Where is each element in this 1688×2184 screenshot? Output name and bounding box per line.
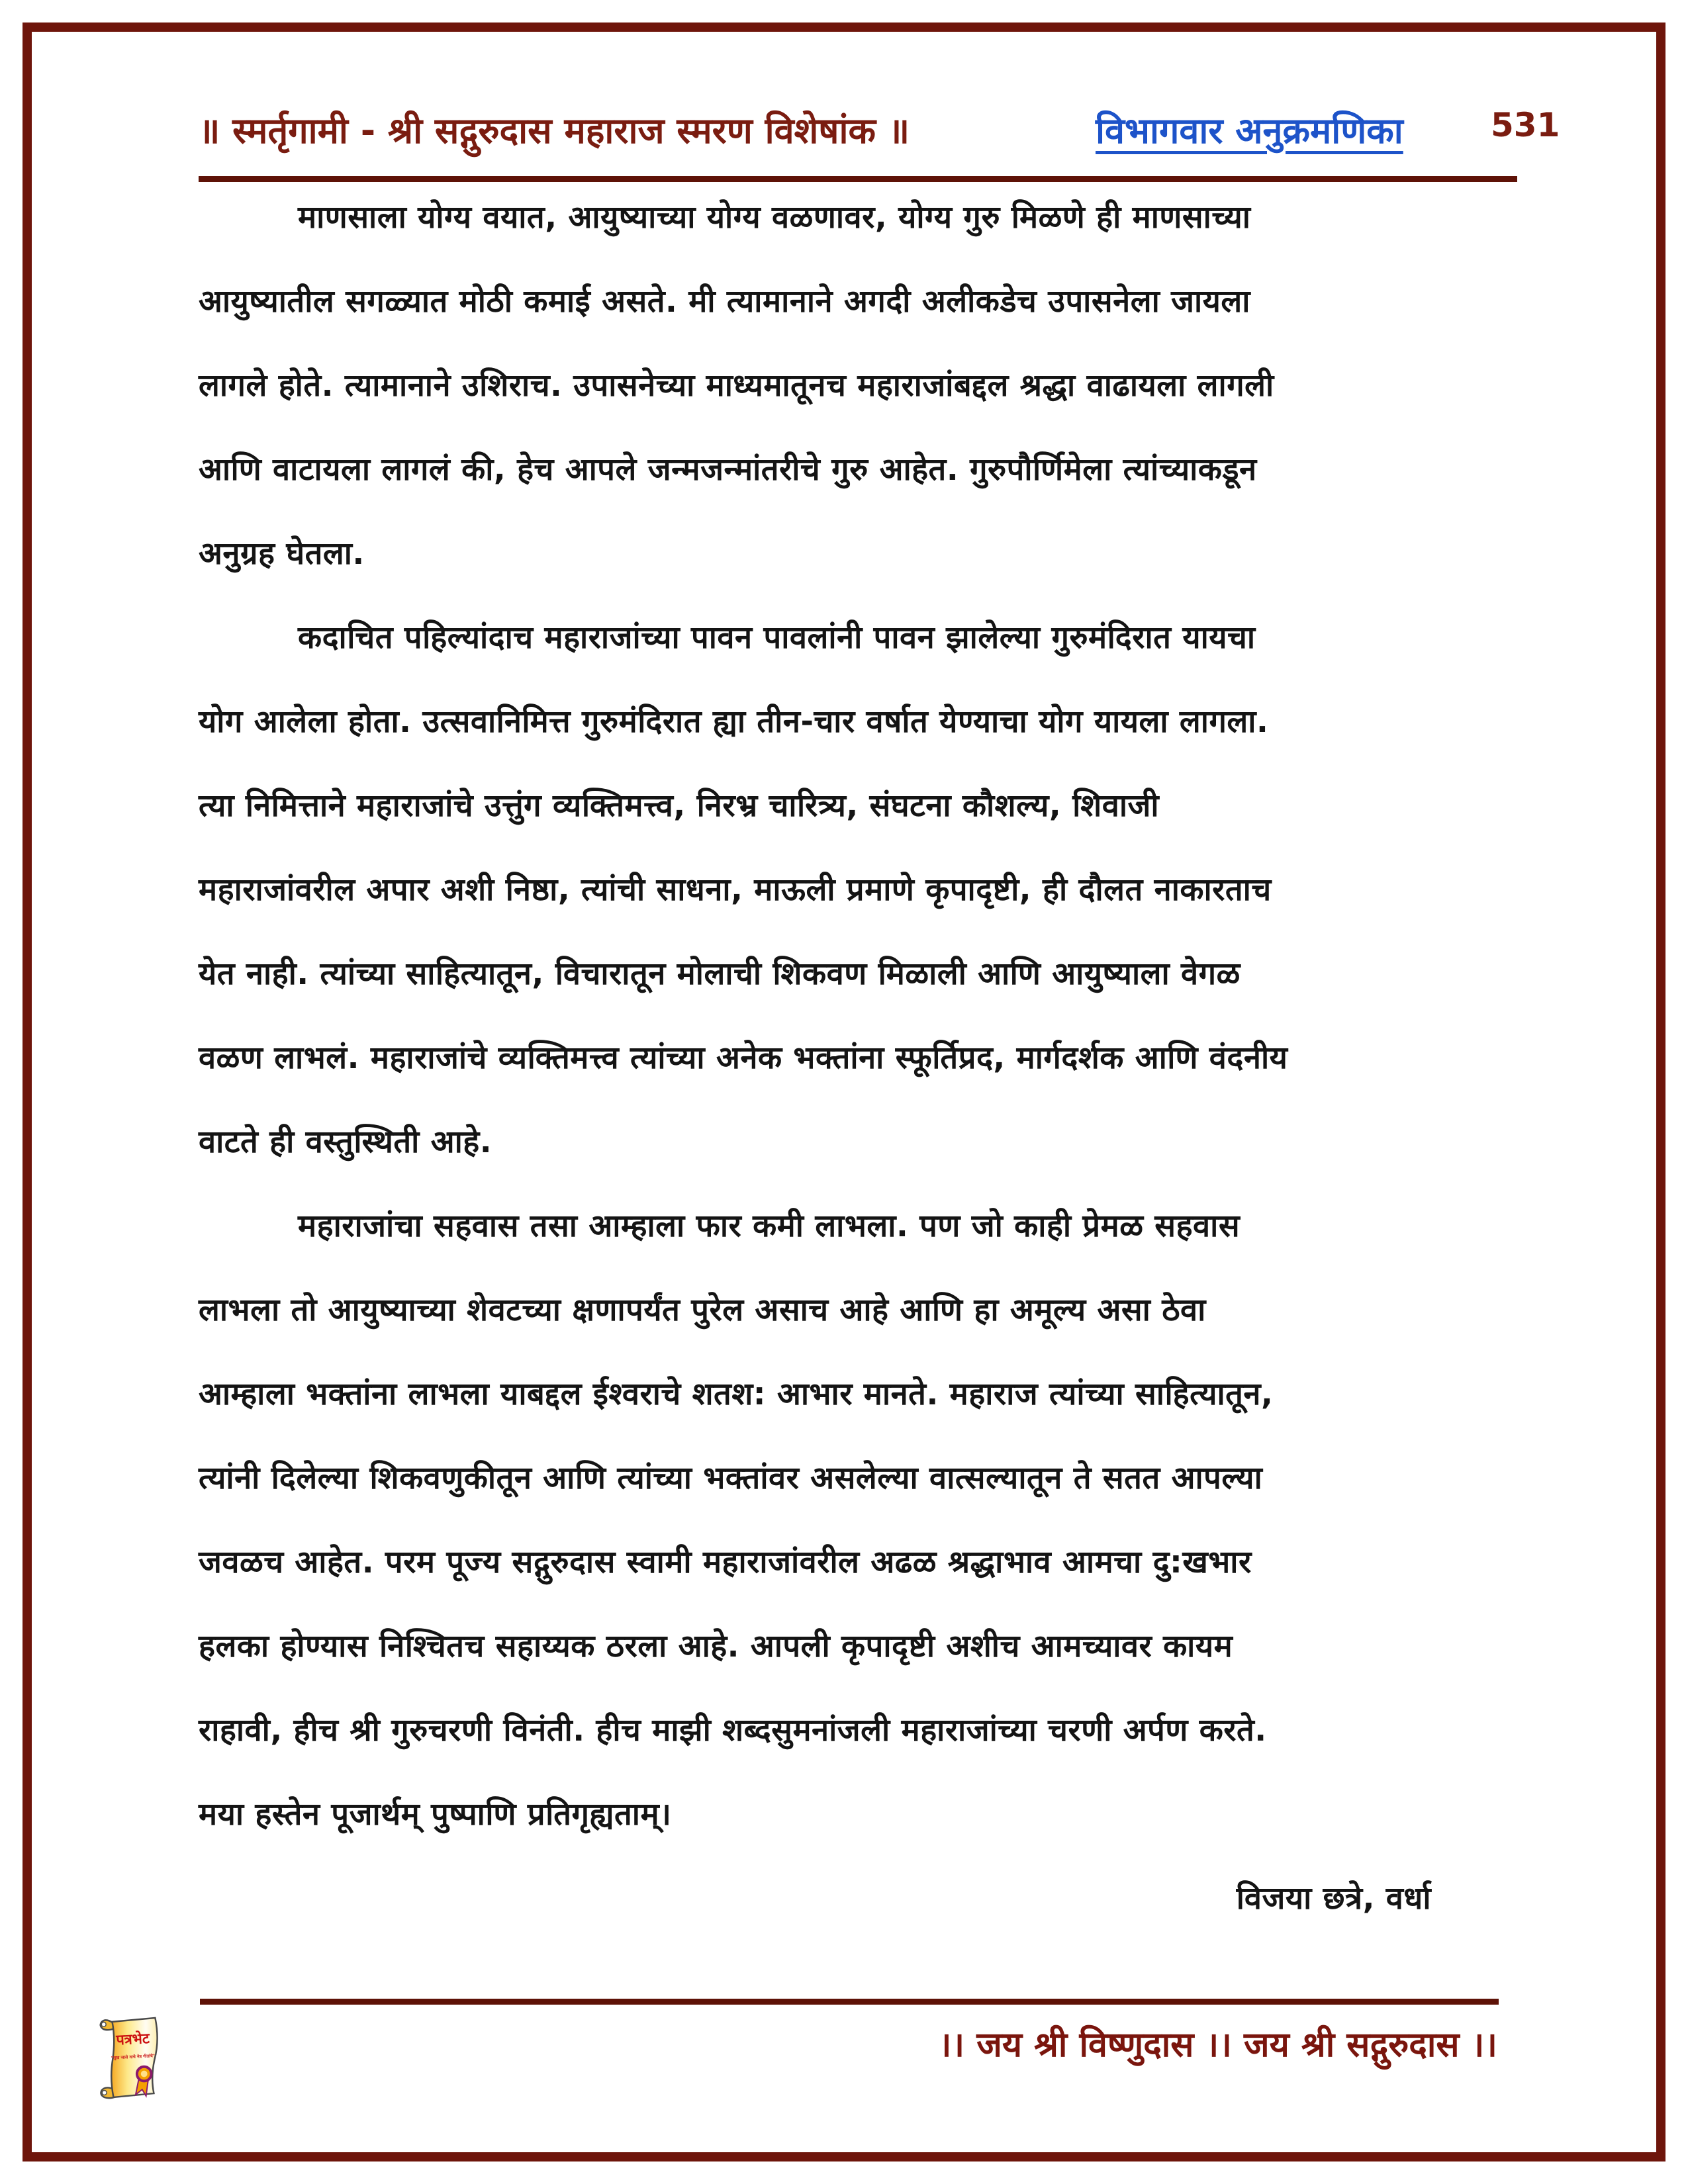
body-line: येत नाही. त्यांच्या साहित्यातून, विचारातून मोलाची शिकवण मिळाली आणि आयुष्याला वेगळ	[199, 956, 1241, 992]
body-line: जवळच आहेत. परम पूज्य सद्गुरुदास स्वामी महाराजांवरील अढळ श्रद्धाभाव आमचा दु:खभार	[199, 1544, 1252, 1580]
scroll-icon	[93, 2012, 171, 2102]
body-line: योग आलेला होता. उत्सवानिमित्त गुरुमंदिरात ह्या तीन-चार वर्षात येण्याचा योग यायला लागला.	[199, 704, 1269, 740]
article-body	[199, 195, 1495, 1960]
body-line: आणि वाटायला लागलं की, हेच आपले जन्मजन्मांतरीचे गुरु आहेत. गुरुपौर्णिमेला त्यांच्याकडून	[199, 451, 1257, 488]
body-line: त्यांनी दिलेल्या शिकवणुकीतून आणि त्यांच्या भक्तांवर असलेल्या वात्सल्यातून ते सतत आपल्या	[199, 1460, 1263, 1496]
body-line: लागले होते. त्यामानाने उशिराच. उपासनेच्या माध्यमातूनच महाराजांबद्दल श्रद्धा वाढायला लागली	[199, 367, 1274, 404]
footer-rule	[200, 1999, 1499, 2005]
body-line: आयुष्यातील सगळ्यात मोठी कमाई असते. मी त्यामानाने अगदी अलीकडेच उपासनेला जायला	[199, 283, 1250, 320]
body-line: राहावी, हीच श्री गुरुचरणी विनंती. हीच माझी शब्दसुमनांजली महाराजांच्या चरणी अर्पण करते.	[199, 1712, 1267, 1749]
page-title: ॥ स्मर्तृगामी - श्री सद्गुरुदास महाराज स्मरण विशेषांक ॥	[199, 110, 910, 152]
body-line: कदाचित पहिल्यांदाच महाराजांच्या पावन पावलांनी पावन झालेल्या गुरुमंदिरात यायचा	[298, 619, 1256, 656]
body-line: लाभला तो आयुष्याच्या शेवटच्या क्षणापर्यंत पुरेल असाच आहे आणि हा अमूल्य असा ठेवा	[199, 1292, 1206, 1328]
body-line: वळण लाभलं. महाराजांचे व्यक्तिमत्त्व त्यांच्या अनेक भक्तांना स्फूर्तिप्रद, मार्गदर्शक आणि वंदनीय	[199, 1040, 1288, 1076]
logo-tagline: "सुख जाले वाचे नेत्र गीतांचे"	[111, 2053, 156, 2061]
body-line: हलका होण्यास निश्चितच सहाय्यक ठरला आहे. आपली कृपादृष्टी अशीच आमच्यावर कायम	[199, 1628, 1233, 1664]
body-line: वाटते ही वस्तुस्थिती आहे.	[199, 1124, 492, 1160]
body-line: महाराजांवरील अपार अशी निष्ठा, त्यांची साधना, माऊली प्रमाणे कृपादृष्टी, ही दौलत नाकारताच	[199, 872, 1272, 908]
body-line: त्या निमित्ताने महाराजांचे उत्तुंग व्यक्तिमत्त्व, निरभ्र चारित्र्य, संघटना कौशल्य, शिवाजी	[199, 788, 1160, 824]
index-link[interactable]: विभागवार अनुक्रमणिका	[1096, 110, 1403, 152]
body-line: मया हस्तेन पूजार्थम् पुष्पाणि प्रतिगृह्यताम्।	[199, 1796, 672, 1833]
body-line: अनुग्रह घेतला.	[199, 535, 365, 572]
author-signature: विजया छत्रे, वर्धा	[1236, 1880, 1431, 1917]
header-rule	[199, 176, 1517, 182]
body-line: आम्हाला भक्तांना लाभला याबद्दल ईश्वराचे शतश: आभार मानते. महाराज त्यांच्या साहित्यातून,	[199, 1376, 1274, 1412]
patrabhet-logo	[93, 2012, 171, 2102]
page-number: 531	[1491, 106, 1560, 144]
footer-blessing: ।। जय श्री विष्णुदास ।। जय श्री सद्गुरुदास ।।	[938, 2025, 1497, 2065]
logo-title: पत्रभेट	[115, 2030, 150, 2049]
body-line: महाराजांचा सहवास तसा आम्हाला फार कमी लाभला. पण जो काही प्रेमळ सहवास	[298, 1208, 1241, 1244]
body-line: माणसाला योग्य वयात, आयुष्याच्या योग्य वळणावर, योग्य गुरु मिळणे ही माणसाच्या	[298, 199, 1251, 236]
